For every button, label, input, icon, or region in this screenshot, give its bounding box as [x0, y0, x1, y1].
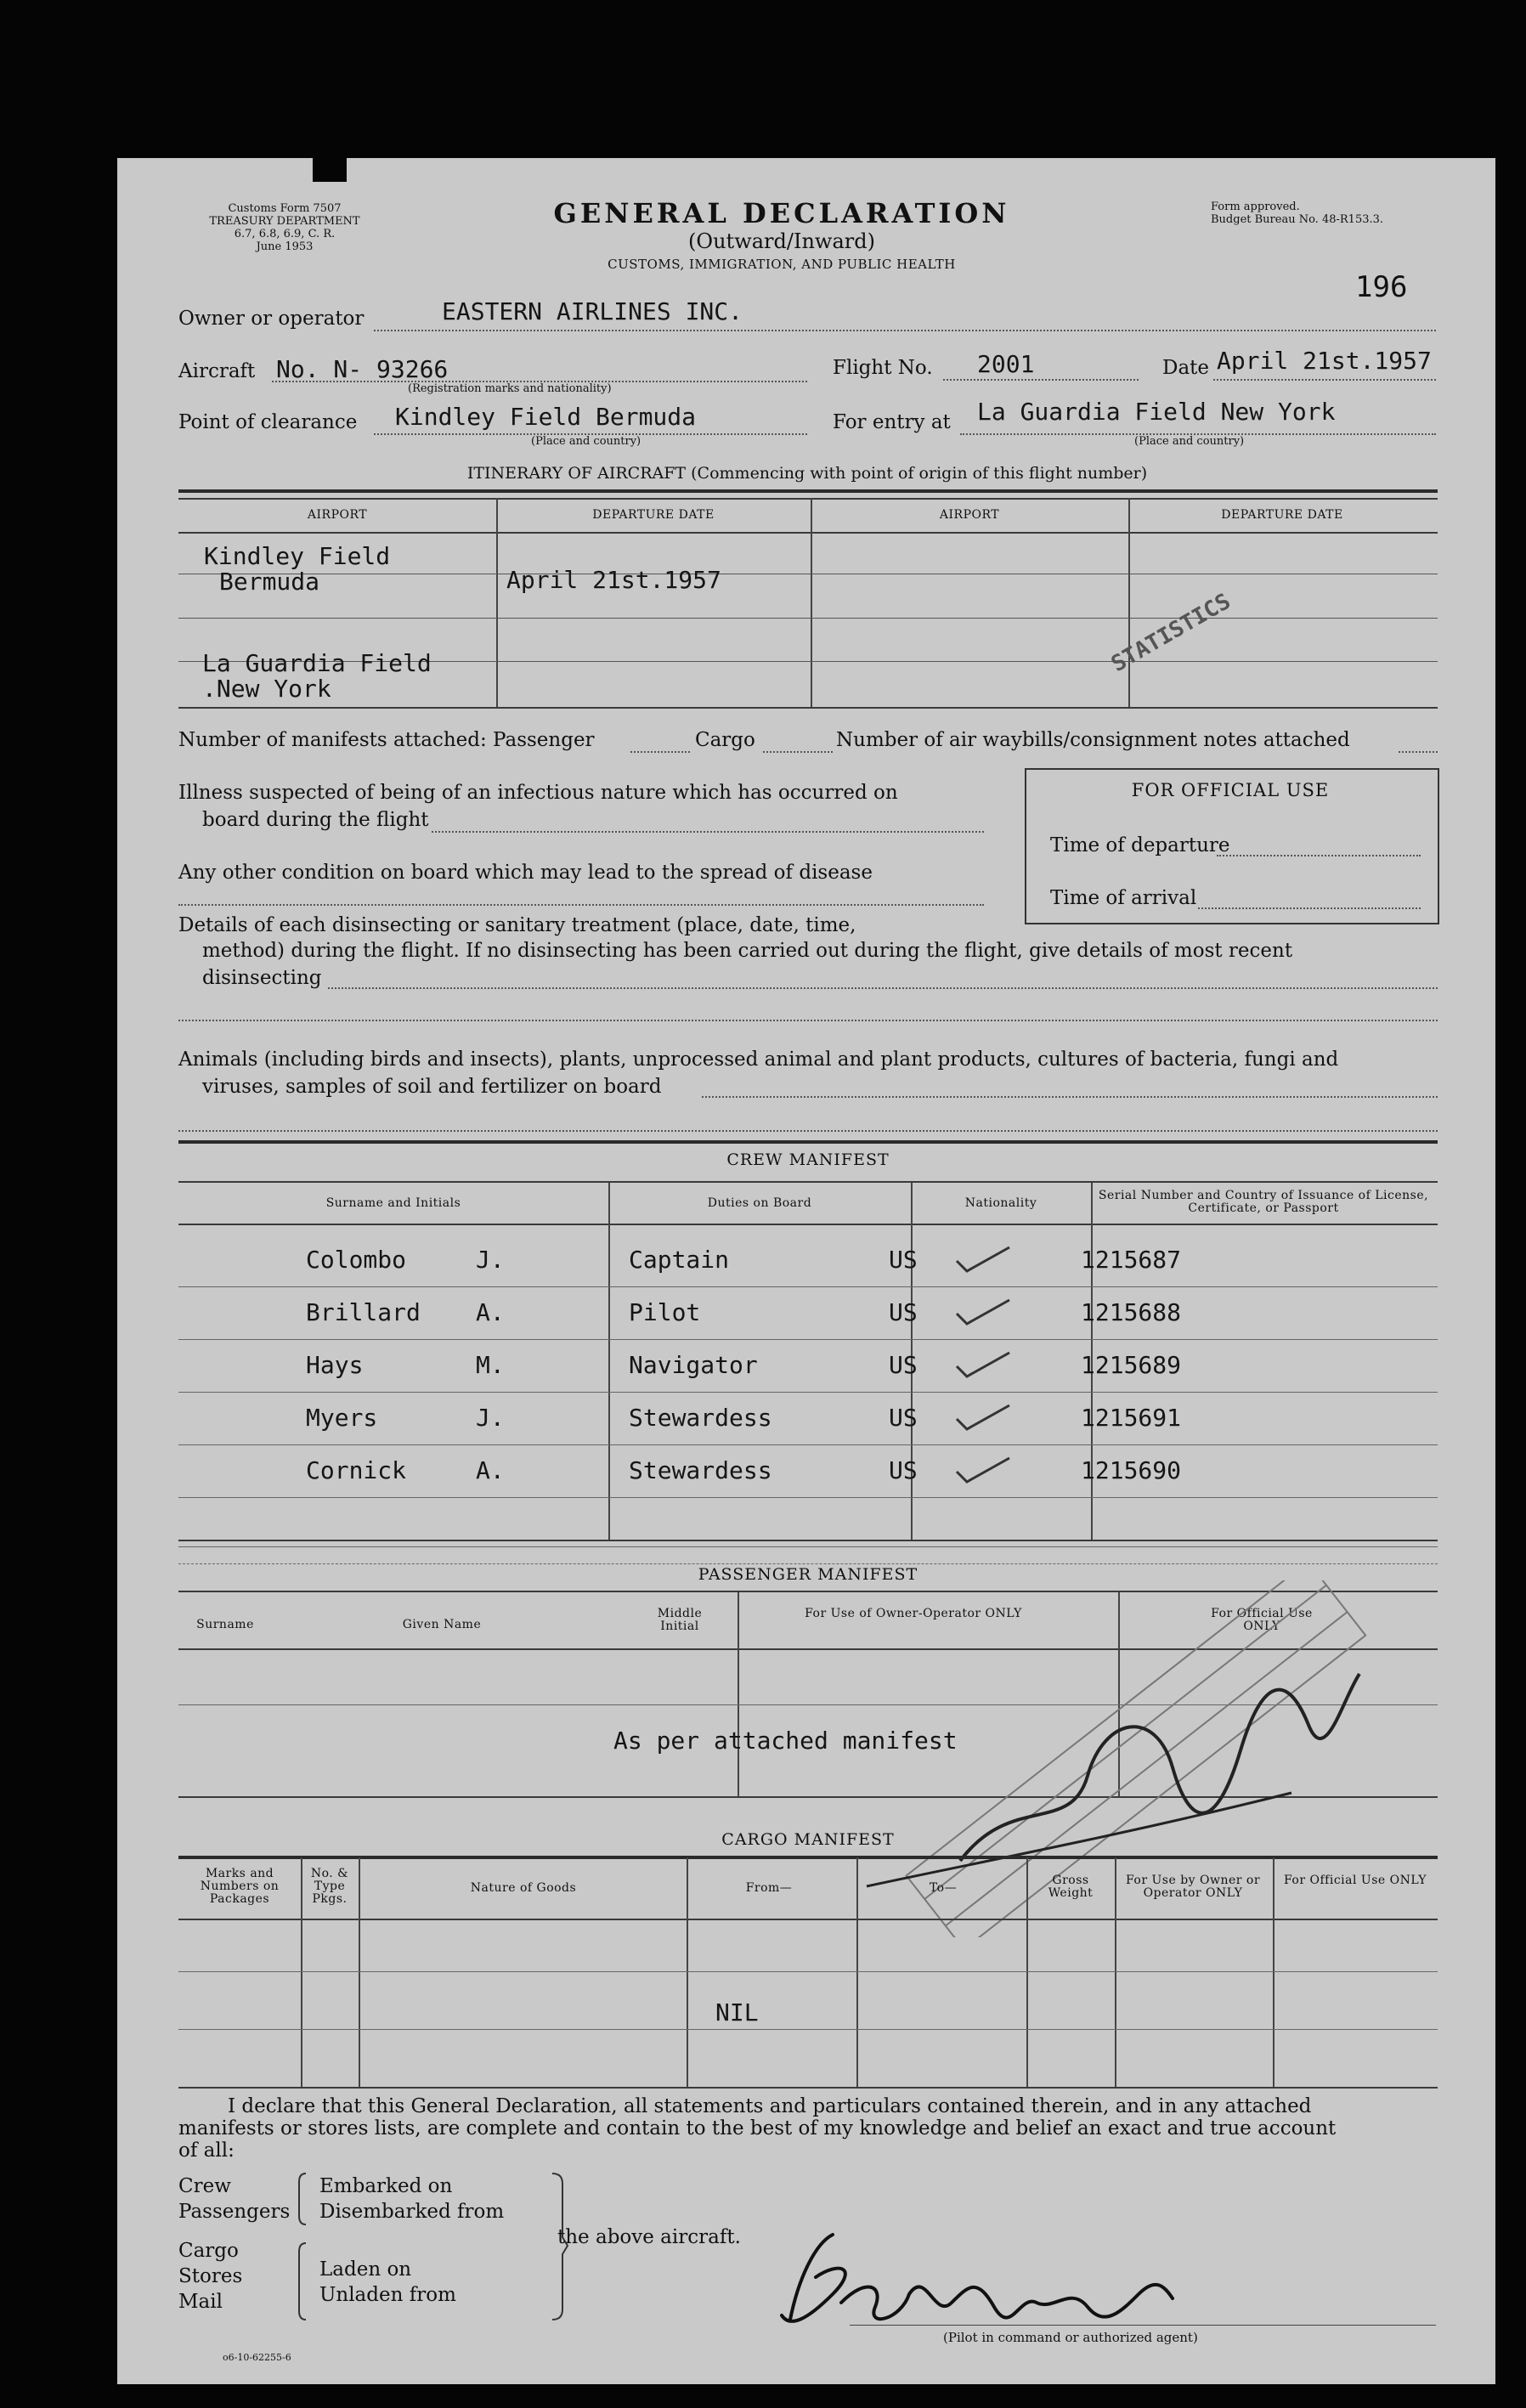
approval-line: Budget Bureau No. 48-R153.3. [1211, 213, 1384, 226]
footer-left-stores: Stores [178, 2265, 243, 2287]
signature-caption: (Pilot in command or authorized agent) [943, 2330, 1198, 2345]
statistics-stamp: STATISTICS [1106, 588, 1235, 678]
form-id-line: 6.7, 6.8, 6.9, C. R. [234, 228, 336, 240]
crew-duty: Navigator [629, 1351, 758, 1379]
waybills-label: Number of air waybills/consignment notes attached [836, 729, 1350, 751]
footer-disembarked: Disembarked from [319, 2201, 505, 2223]
footer-left-crew: Crew [178, 2175, 231, 2197]
owner-value: EASTERN AIRLINES INC. [442, 297, 743, 325]
check-mark-icon [953, 1242, 1013, 1276]
crew-surname: Brillard [306, 1298, 421, 1326]
entry-label: For entry at [833, 411, 951, 433]
clearance-caption: (Place and country) [531, 435, 641, 448]
declaration-line2: manifests or stores lists, are complete and contain to the best of my knowledge and belief an exact and true account [178, 2117, 1337, 2140]
footer-unladen: Unladen from [319, 2284, 456, 2306]
itinerary-airport-2a: La Guardia Field [202, 649, 432, 677]
crew-initial: M. [476, 1351, 505, 1379]
crew-duty: Stewardess [629, 1404, 772, 1432]
crew-initial: A. [476, 1456, 505, 1484]
disinsecting-line1: Details of each disinsecting or sanitary treatment (place, date, time, [178, 914, 856, 936]
form-id-line: Customs Form 7507 [228, 202, 342, 215]
check-mark-icon [953, 1348, 1013, 1382]
crew-duty: Captain [629, 1246, 730, 1274]
print-code: o6-10-62255-6 [223, 2352, 291, 2363]
crew-surname: Myers [306, 1404, 378, 1432]
crew-duty: Pilot [629, 1298, 701, 1326]
cargo-col-pkgs: No. & Type Pkgs. [310, 1867, 349, 1906]
crew-col-serial: Serial Number and Country of Issuance of License, Certificate, or Passport [1098, 1189, 1429, 1215]
crew-nationality: US [889, 1298, 918, 1326]
cargo-label: Cargo [695, 729, 755, 751]
declaration-line3: of all: [178, 2140, 235, 2162]
flight-no-label: Flight No. [833, 357, 933, 379]
crew-serial: 1215690 [1081, 1456, 1182, 1484]
footer-above-aircraft: the above aircraft. [557, 2226, 741, 2248]
form-title: GENERAL DECLARATION [553, 197, 1010, 229]
official-arrival-label: Time of arrival [1050, 887, 1197, 909]
cargo-col-owner: For Use by Owner or Operator ONLY [1125, 1874, 1261, 1900]
footer-embarked: Embarked on [319, 2175, 453, 2197]
itinerary-airport-1a: Kindley Field [204, 542, 391, 570]
itinerary-col-airport-1: AIRPORT [307, 508, 368, 522]
disinsecting-line3: disinsecting [202, 967, 322, 989]
crew-serial: 1215689 [1081, 1351, 1182, 1379]
aircraft-label: Aircraft [178, 360, 256, 382]
official-use-heading: FOR OFFICIAL USE [1131, 780, 1330, 800]
crew-serial: 1215687 [1081, 1246, 1182, 1274]
aircraft-caption: (Registration marks and nationality) [408, 382, 612, 395]
cargo-heading: CARGO MANIFEST [721, 1830, 895, 1849]
form-id-line: TREASURY DEPARTMENT [209, 215, 360, 228]
date-value: April 21st.1957 [1217, 347, 1432, 375]
passenger-col-official: For Official Use ONLY [1211, 1607, 1313, 1633]
clearance-label: Point of clearance [178, 411, 358, 433]
pilot-signature [765, 2226, 1207, 2337]
clearance-value: Kindley Field Bermuda [395, 403, 697, 431]
passenger-heading: PASSENGER MANIFEST [178, 1565, 1438, 1584]
other-condition: Any other condition on board which may lead to the spread of disease [178, 862, 873, 884]
official-departure-label: Time of departure [1050, 834, 1230, 856]
itinerary-airport-1b: Bermuda [219, 568, 320, 596]
crew-surname: Colombo [306, 1246, 407, 1274]
crew-nationality: US [889, 1351, 918, 1379]
manifests-label: Number of manifests attached: Passenger [178, 729, 595, 751]
approval-line: Form approved. [1211, 201, 1300, 213]
footer-left-mail: Mail [178, 2291, 223, 2313]
form-id-line: June 1953 [256, 240, 314, 253]
form-agency: CUSTOMS, IMMIGRATION, AND PUBLIC HEALTH [608, 257, 956, 272]
passenger-note: As per attached manifest [613, 1727, 958, 1755]
tape-mark [313, 151, 347, 182]
itinerary-heading: ITINERARY OF AIRCRAFT (Commencing with point of origin of this flight number) [466, 464, 1148, 483]
entry-caption: (Place and country) [1134, 435, 1245, 448]
crew-surname: Hays [306, 1351, 364, 1379]
check-mark-icon [953, 1295, 1013, 1329]
owner-label: Owner or operator [178, 308, 365, 330]
illness-line1: Illness suspected of being of an infectious nature which has occurred on [178, 782, 898, 804]
crew-col-surname: Surname and Initials [325, 1196, 461, 1210]
passenger-col-surname: Surname [196, 1618, 254, 1631]
cargo-col-marks: Marks and Numbers on Packages [200, 1867, 280, 1906]
form-approval [1211, 201, 1383, 226]
check-mark-icon [953, 1400, 1013, 1434]
cargo-col-to: To— [929, 1881, 958, 1895]
itinerary-col-date-2: DEPARTURE DATE [1221, 508, 1343, 522]
animals-line2: viruses, samples of soil and fertilizer on board [202, 1076, 662, 1098]
itinerary-col-date-1: DEPARTURE DATE [592, 508, 715, 522]
passenger-col-given: Given Name [402, 1618, 482, 1631]
page-number: 196 [1355, 270, 1408, 304]
crew-initial: J. [476, 1246, 505, 1274]
cargo-col-from: From— [745, 1881, 793, 1895]
crew-col-duties: Duties on Board [707, 1196, 812, 1210]
crew-initial: J. [476, 1404, 505, 1432]
cargo-col-official: For Official Use ONLY [1283, 1874, 1427, 1887]
disinsecting-line2: method) during the flight. If no disinsecting has been carried out during the flight, give details of most recent [202, 940, 1293, 962]
cargo-col-goods: Nature of Goods [470, 1881, 577, 1895]
flight-no-value: 2001 [977, 350, 1035, 378]
crew-initial: A. [476, 1298, 505, 1326]
entry-value: La Guardia Field New York [977, 398, 1336, 426]
crew-nationality: US [889, 1456, 918, 1484]
aircraft-value: No. N- 93266 [276, 355, 449, 383]
crew-nationality: US [889, 1404, 918, 1432]
check-mark-icon [953, 1453, 1013, 1487]
footer-laden: Laden on [319, 2258, 412, 2281]
cargo-value: NIL [715, 1998, 759, 2026]
crew-col-nationality: Nationality [964, 1196, 1037, 1210]
itinerary-airport-2b: .New York [202, 675, 331, 703]
form-id [174, 202, 395, 253]
crew-duty: Stewardess [629, 1456, 772, 1484]
illness-line2: board during the flight [202, 809, 429, 831]
crew-surname: Cornick [306, 1456, 407, 1484]
date-label: Date [1162, 357, 1210, 379]
crew-serial: 1215688 [1081, 1298, 1182, 1326]
crew-serial: 1215691 [1081, 1404, 1182, 1432]
crew-nationality: US [889, 1246, 918, 1274]
passenger-col-owner: For Use of Owner-Operator ONLY [805, 1607, 1022, 1620]
crew-heading: CREW MANIFEST [726, 1150, 890, 1169]
passenger-col-middle: Middle Initial [657, 1607, 703, 1633]
cargo-col-weight: Gross Weight [1048, 1874, 1094, 1900]
declaration-line1: I declare that this General Declaration, all statements and particulars contained therein, and in any attached [228, 2095, 1312, 2117]
footer-left-cargo: Cargo [178, 2240, 239, 2262]
signature-text [935, 2294, 938, 2295]
itinerary-date-1: April 21st.1957 [506, 566, 721, 594]
form-subtitle: (Outward/Inward) [688, 229, 875, 253]
animals-line1: Animals (including birds and insects), plants, unprocessed animal and plant products, cultures of bacteria, fungi and [178, 1049, 1339, 1071]
footer-left-passengers: Passengers [178, 2201, 291, 2223]
itinerary-col-airport-2: AIRPORT [939, 508, 1000, 522]
